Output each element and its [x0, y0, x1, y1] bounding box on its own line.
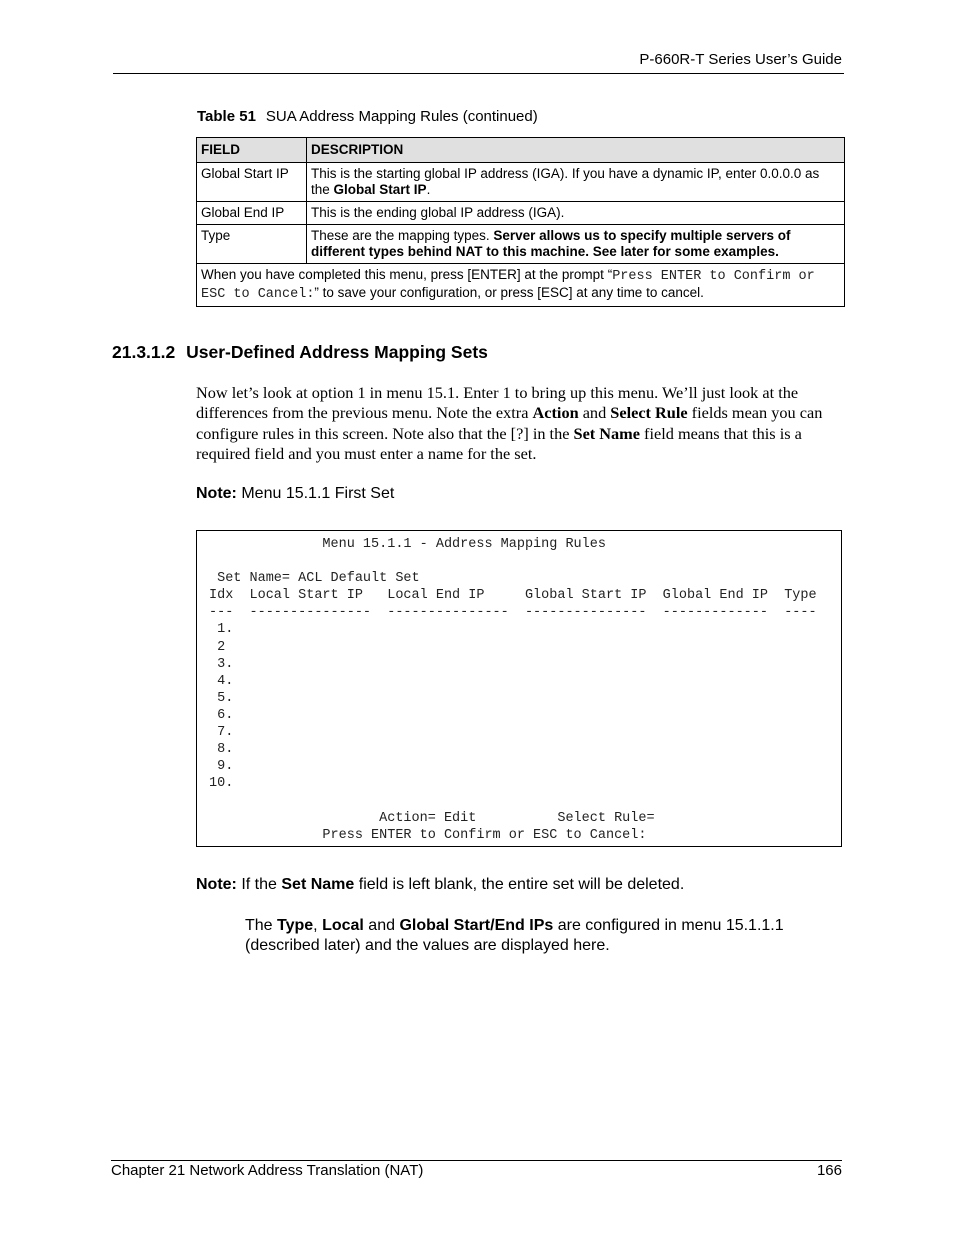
field-cell: Global End IP: [197, 202, 307, 225]
note-bold-set-name: Set Name: [281, 876, 355, 893]
paragraph-bold-select-rule: Select Rule: [610, 403, 688, 423]
note-text: Menu 15.1.1 First Set: [241, 485, 395, 502]
body-text: are configured in menu 15.1.1.1 (described later) and the values are displayed here.: [245, 917, 784, 955]
footer-chapter-title: Chapter 21 Network Address Translation (NAT): [111, 1162, 424, 1179]
description-text-end: .: [426, 182, 431, 197]
paragraph-text: fields mean you can configure rules in this screen. Note also that the [?] in the: [196, 403, 823, 443]
header-field: FIELD: [197, 138, 307, 163]
description-bold: Global Start IP: [333, 182, 427, 197]
header-description: DESCRIPTION: [307, 138, 845, 163]
section-title: User-Defined Address Mapping Sets: [186, 342, 488, 362]
field-cell: Type: [197, 225, 307, 264]
note-text: field is left blank, the entire set will be deleted.: [354, 876, 685, 893]
section-heading: [112, 342, 488, 363]
table-row: [197, 163, 845, 202]
footer-text: When you have completed this menu, press [ENTER] at the prompt “: [201, 267, 613, 282]
section-number: 21.3.1.2: [112, 342, 176, 362]
table-footer-cell: [197, 264, 845, 307]
table-header-row: [197, 138, 845, 163]
footer-text-end: ” to save your configuration, or press [ESC] at any time to cancel.: [314, 285, 704, 300]
footer-page-number: 166: [816, 1162, 842, 1179]
body-bold-global-ips: Global Start/End IPs: [399, 917, 554, 934]
table-row: [197, 202, 845, 225]
footer-prompt-mono: Press ENTER to Confirm or ESC to Cancel:: [201, 269, 815, 302]
description-cell: [307, 225, 845, 264]
header-divider: [113, 73, 844, 74]
paragraph-text: and: [578, 403, 611, 423]
note-menu-first-set: [196, 485, 394, 503]
intro-paragraph: [196, 383, 846, 465]
paragraph-text: field means that this is a required field and you must enter a name for the set.: [196, 423, 802, 464]
footer-divider: [111, 1160, 842, 1161]
menu-screen-text: Menu 15.1.1 - Address Mapping Rules Set Name= ACL Default Set Idx Local Start IP Local End IP Global Start IP Global End IP Type --- --------------- --------------- --------------- ------------- ---- 1. 2 3. 4. 5. 6. 7. 8. 9. 10. Action= Edit Select Rule= Press ENTER to Confirm or ESC to Cancel:: [209, 537, 817, 843]
description-text: This is the starting global IP address (IGA). If you have a dynamic IP, enter 0.0.0.0 as the: [311, 166, 820, 197]
note-body-paragraph: [245, 916, 835, 957]
field-cell: Global Start IP: [197, 163, 307, 202]
description-text: This is the ending global IP address (IGA).: [311, 205, 565, 220]
note-set-name-blank: [196, 876, 684, 894]
menu-screen-box: [196, 530, 842, 847]
description-cell: [307, 163, 845, 202]
body-bold-type: Type: [277, 917, 314, 934]
table-footer-row: [197, 264, 845, 307]
paragraph-text: Now let’s look at option 1 in menu 15.1. Enter 1 to bring up this menu. We’ll just look at the differences from the previous menu. Note the extra: [196, 383, 799, 423]
description-bold: Server allows us to specify multiple servers of different types behind NAT to this machine. See later for some examples.: [311, 228, 791, 259]
description-text: These are the mapping types.: [311, 228, 494, 243]
body-bold-local: Local: [322, 917, 364, 934]
paragraph-bold-set-name: Set Name: [573, 423, 640, 443]
note-label: Note:: [196, 876, 237, 893]
note-label: Note:: [196, 485, 237, 502]
table-row: [197, 225, 845, 264]
table-caption-number: Table 51: [197, 108, 256, 125]
table-caption: [197, 108, 538, 125]
body-text: The: [245, 917, 278, 934]
sua-mapping-rules-table: [196, 137, 845, 307]
table-caption-title: SUA Address Mapping Rules (continued): [265, 108, 538, 125]
body-text: and: [363, 917, 400, 934]
description-cell: [307, 202, 845, 225]
body-text: ,: [313, 917, 323, 934]
note-text: If the: [241, 876, 282, 893]
paragraph-bold-action: Action: [532, 403, 579, 423]
running-header-title: P-660R-T Series User’s Guide: [639, 51, 842, 68]
